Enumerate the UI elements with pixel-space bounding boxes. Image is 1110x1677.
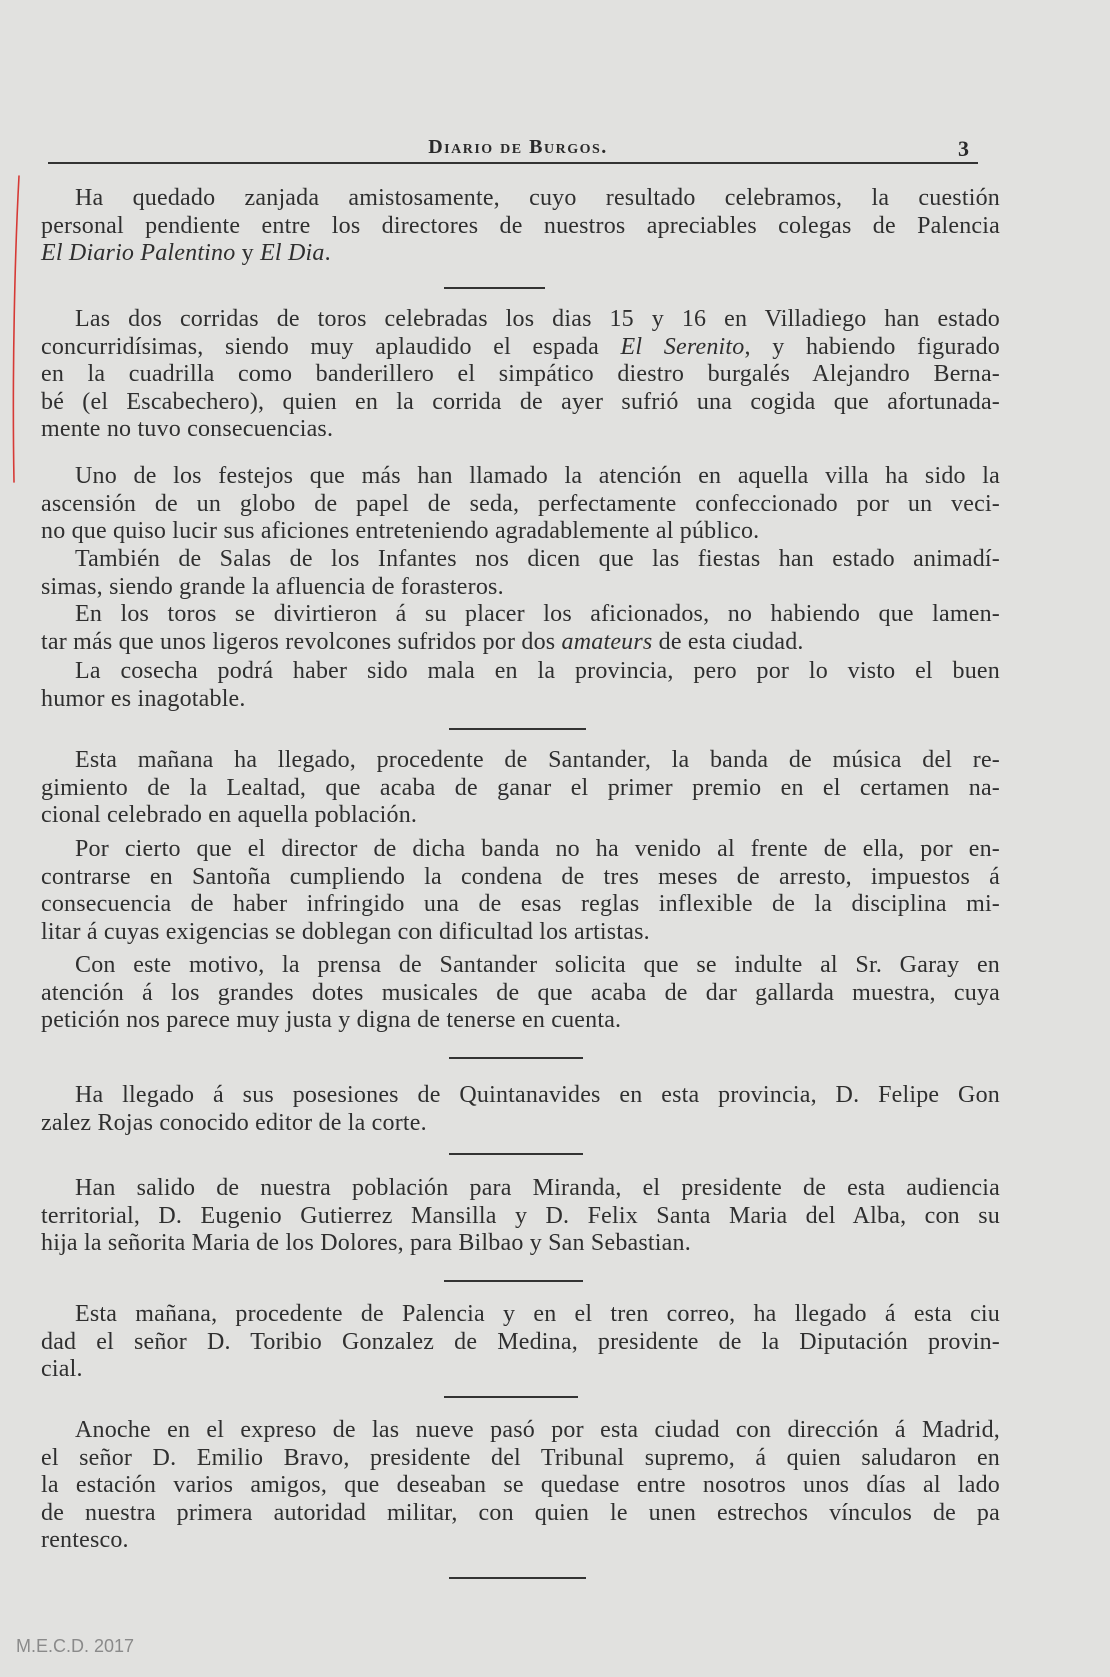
text-line xyxy=(41,240,1000,268)
text-line: petición nos parece muy justa y digna de tenerse en cuenta. xyxy=(41,1007,622,1033)
separator-rule xyxy=(444,287,545,289)
news-item xyxy=(41,601,1000,656)
text-segment: . xyxy=(324,240,331,266)
text-line: de nuestra primera autoridad militar, con quien le unen estrechos vínculos de pa xyxy=(41,1499,1000,1526)
text-line: mente no tuvo consecuencias. xyxy=(41,416,334,442)
separator-rule xyxy=(449,728,586,730)
italic-title: El Dia xyxy=(260,240,325,266)
text-line: no que quiso lucir sus aficiones entreteniendo agradablemente al público. xyxy=(41,518,760,544)
news-item xyxy=(41,1175,1000,1258)
text-segment: de esta ciudad. xyxy=(652,628,804,655)
text-line: Esta mañana, procedente de Palencia y en el tren correo, ha llegado á esta ciu xyxy=(75,1301,1000,1327)
text-line: ascensión de un globo de papel de seda, perfectamente confeccionado por un veci- xyxy=(41,490,1000,517)
news-item xyxy=(41,546,1000,601)
text-line: dad el señor D. Toribio Gonzalez de Medina, presidente de la Diputación provin- xyxy=(41,1328,1000,1355)
news-item xyxy=(41,1417,1000,1555)
text-segment: tar más que unos ligeros revolcones sufridos por dos xyxy=(41,628,562,655)
text-line: También de Salas de los Infantes nos dicen que las fiestas han estado animadí- xyxy=(75,546,1000,572)
text-line: La cosecha podrá haber sido mala en la provincia, pero por lo visto el buen xyxy=(75,658,1000,684)
text-line: Ha quedado zanjada amistosamente, cuyo resultado celebramos, la cuestión xyxy=(75,185,1000,211)
separator-rule xyxy=(444,1396,578,1398)
separator-rule xyxy=(449,1057,583,1059)
italic-title: El Diario Palentino xyxy=(41,240,236,266)
text-line: Por cierto que el director de dicha banda no ha venido al frente de ella, por en- xyxy=(75,836,1000,862)
text-line: atención á los grandes dotes musicales de que acaba de dar gallarda muestra, cuya xyxy=(41,979,1000,1006)
news-item xyxy=(41,1301,1000,1384)
text-line: zalez Rojas conocido editor de la corte. xyxy=(41,1109,427,1136)
text-line: humor es inagotable. xyxy=(41,685,246,712)
separator-rule xyxy=(449,1577,586,1579)
separator-rule xyxy=(449,1153,583,1155)
italic-word: amateurs xyxy=(561,628,653,655)
text-segment: concurridísimas, siendo muy aplaudido el espada xyxy=(41,333,621,360)
header-rule xyxy=(48,162,978,164)
text-line: territorial, D. Eugenio Gutierrez Mansilla y D. Felix Santa Maria del Alba, con su xyxy=(41,1202,1000,1229)
news-item xyxy=(41,747,1000,830)
watermark-label: M.E.C.D. 2017 xyxy=(16,1636,135,1656)
text-line: el señor D. Emilio Bravo, presidente del Tribunal supremo, á quien saludaron en xyxy=(41,1444,1000,1471)
news-item xyxy=(41,185,1000,268)
news-item xyxy=(41,836,1000,946)
text-line: contrarse en Santoña cumpliendo la condena de tres meses de arresto, impuestos á xyxy=(41,863,1000,890)
text-line: bé (el Escabechero), quien en la corrida de ayer sufrió una cogida que afortunada- xyxy=(41,388,1000,415)
italic-name: El Serenito xyxy=(620,333,745,360)
text-line: Esta mañana ha llegado, procedente de Santander, la banda de música del re- xyxy=(75,747,1000,773)
text-line: cial. xyxy=(41,1356,83,1382)
news-item xyxy=(41,952,1000,1035)
news-item xyxy=(41,1082,1000,1137)
text-line xyxy=(41,334,1000,362)
news-item xyxy=(41,306,1000,444)
text-line: Uno de los festejos que más han llamado la atención en aquella villa ha sido la xyxy=(75,463,1000,489)
text-line: la estación varios amigos, que deseaban se quedase entre nosotros unos días al lado xyxy=(41,1472,1000,1498)
text-line: Con este motivo, la prensa de Santander solicita que se indulte al Sr. Garay en xyxy=(75,952,1000,978)
text-line: gimiento de la Lealtad, que acaba de ganar el primer premio en el certamen na- xyxy=(41,774,1000,801)
text-line: consecuencia de haber infringido una de esas reglas inflexible de la disciplina mi- xyxy=(41,891,1000,917)
news-item xyxy=(41,463,1000,546)
text-line: en la cuadrilla como banderillero el simpático diestro burgalés Alejandro Berna- xyxy=(41,361,1000,387)
text-line: Ha llegado á sus posesiones de Quintanavides en esta provincia, D. Felipe Gon xyxy=(75,1082,1000,1108)
margin-mark xyxy=(0,170,30,490)
page-number: 3 xyxy=(958,136,969,161)
text-line: cional celebrado en aquella población. xyxy=(41,802,418,828)
text-line: litar á cuyas exigencias se doblegan con dificultad los artistas. xyxy=(41,918,650,945)
text-line: rentesco. xyxy=(41,1527,129,1553)
text-line xyxy=(41,629,1000,657)
text-line: Anoche en el expreso de las nueve pasó por esta ciudad con dirección á Madrid, xyxy=(75,1417,1000,1443)
text-line: hija la señorita Maria de los Dolores, para Bilbao y San Sebastian. xyxy=(41,1230,691,1256)
text-line: En los toros se divirtieron á su placer los aficionados, no habiendo que lamen- xyxy=(75,601,1000,627)
text-line: Las dos corridas de toros celebradas los dias 15 y 16 en Villadiego han estado xyxy=(75,306,1000,332)
text-line: simas, siendo grande la afluencia de forasteros. xyxy=(41,573,504,600)
text-line: Han salido de nuestra población para Miranda, el presidente de esta audiencia xyxy=(75,1175,1000,1201)
newspaper-title: Diario de Burgos. xyxy=(428,136,608,158)
news-item xyxy=(41,658,1000,713)
text-segment: , y habiendo figurado xyxy=(744,333,1000,360)
separator-rule xyxy=(444,1280,583,1282)
text-line: personal pendiente entre los directores de nuestros apreciables colegas de Palencia xyxy=(41,212,1000,239)
text-segment: y xyxy=(235,240,261,266)
